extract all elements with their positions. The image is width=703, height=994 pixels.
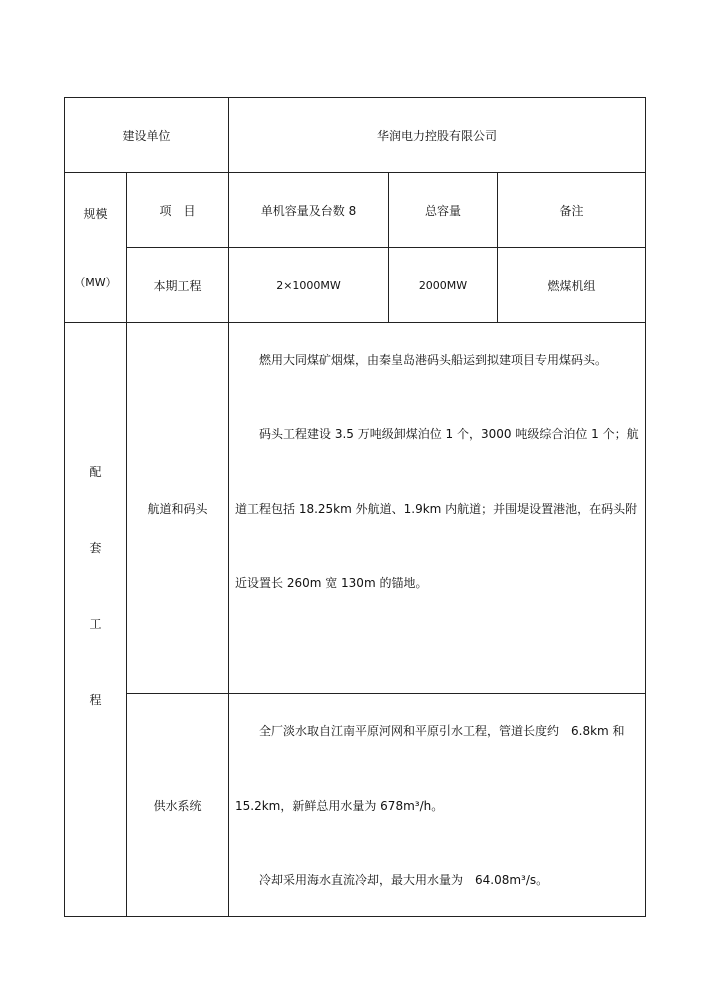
supporting-char-3: 工 bbox=[89, 617, 102, 631]
harbor-line-2: 码头工程建设 3.5 万吨级卸煤泊位 1 个，3000 吨级综合泊位 1 个；航 bbox=[235, 427, 639, 441]
water-label-cell bbox=[126, 693, 229, 917]
header-value: 华润电力控股有限公司 bbox=[376, 128, 497, 143]
scale-label-top: 规模 bbox=[83, 207, 108, 221]
scale-label-cell bbox=[64, 172, 127, 323]
harbor-line-3: 道工程包括 18.25km 外航道、1.9km 内航道；并围堤设置港池，在码头附 bbox=[235, 502, 638, 516]
supporting-char-4: 程 bbox=[89, 693, 102, 707]
row-total: 2000MW bbox=[388, 247, 498, 323]
row-unit-capacity: 2×1000MW bbox=[228, 247, 389, 323]
row-note: 燃煤机组 bbox=[497, 247, 646, 323]
header-label: 建设单位 bbox=[122, 128, 171, 143]
harbor-label-cell bbox=[126, 322, 229, 694]
water-line-2: 15.2km，新鲜总用水量为 678m³/h。 bbox=[235, 799, 444, 813]
header-value-cell bbox=[228, 97, 646, 173]
water-label: 供水系统 bbox=[153, 798, 202, 813]
project-table bbox=[64, 97, 646, 917]
col-header-total: 总容量 bbox=[388, 172, 498, 248]
harbor-label: 航道和码头 bbox=[147, 501, 208, 516]
header-label-cell bbox=[64, 97, 229, 173]
harbor-line-1: 燃用大同煤矿烟煤，由秦皇岛港码头船运到拟建项目专用煤码头。 bbox=[235, 353, 608, 367]
col-header-note: 备注 bbox=[497, 172, 646, 248]
row-item: 本期工程 bbox=[126, 247, 229, 323]
supporting-char-2: 套 bbox=[89, 541, 102, 555]
water-content-cell bbox=[228, 693, 646, 917]
harbor-line-4: 近设置长 260m 宽 130m 的锚地。 bbox=[235, 576, 428, 590]
harbor-content-cell bbox=[228, 322, 646, 694]
scale-label-bottom: （MW） bbox=[74, 276, 117, 289]
water-line-1: 全厂淡水取自江南平原河网和平原引水工程，管道长度约 6.8km 和 bbox=[235, 724, 625, 738]
supporting-label-cell bbox=[64, 322, 127, 917]
col-header-item: 项 目 bbox=[126, 172, 229, 248]
water-line-3: 冷却采用海水直流冷却，最大用水量为 64.08m³/s。 bbox=[235, 873, 549, 887]
supporting-char-1: 配 bbox=[89, 465, 102, 479]
col-header-unit-capacity: 单机容量及台数 8 bbox=[228, 172, 389, 248]
